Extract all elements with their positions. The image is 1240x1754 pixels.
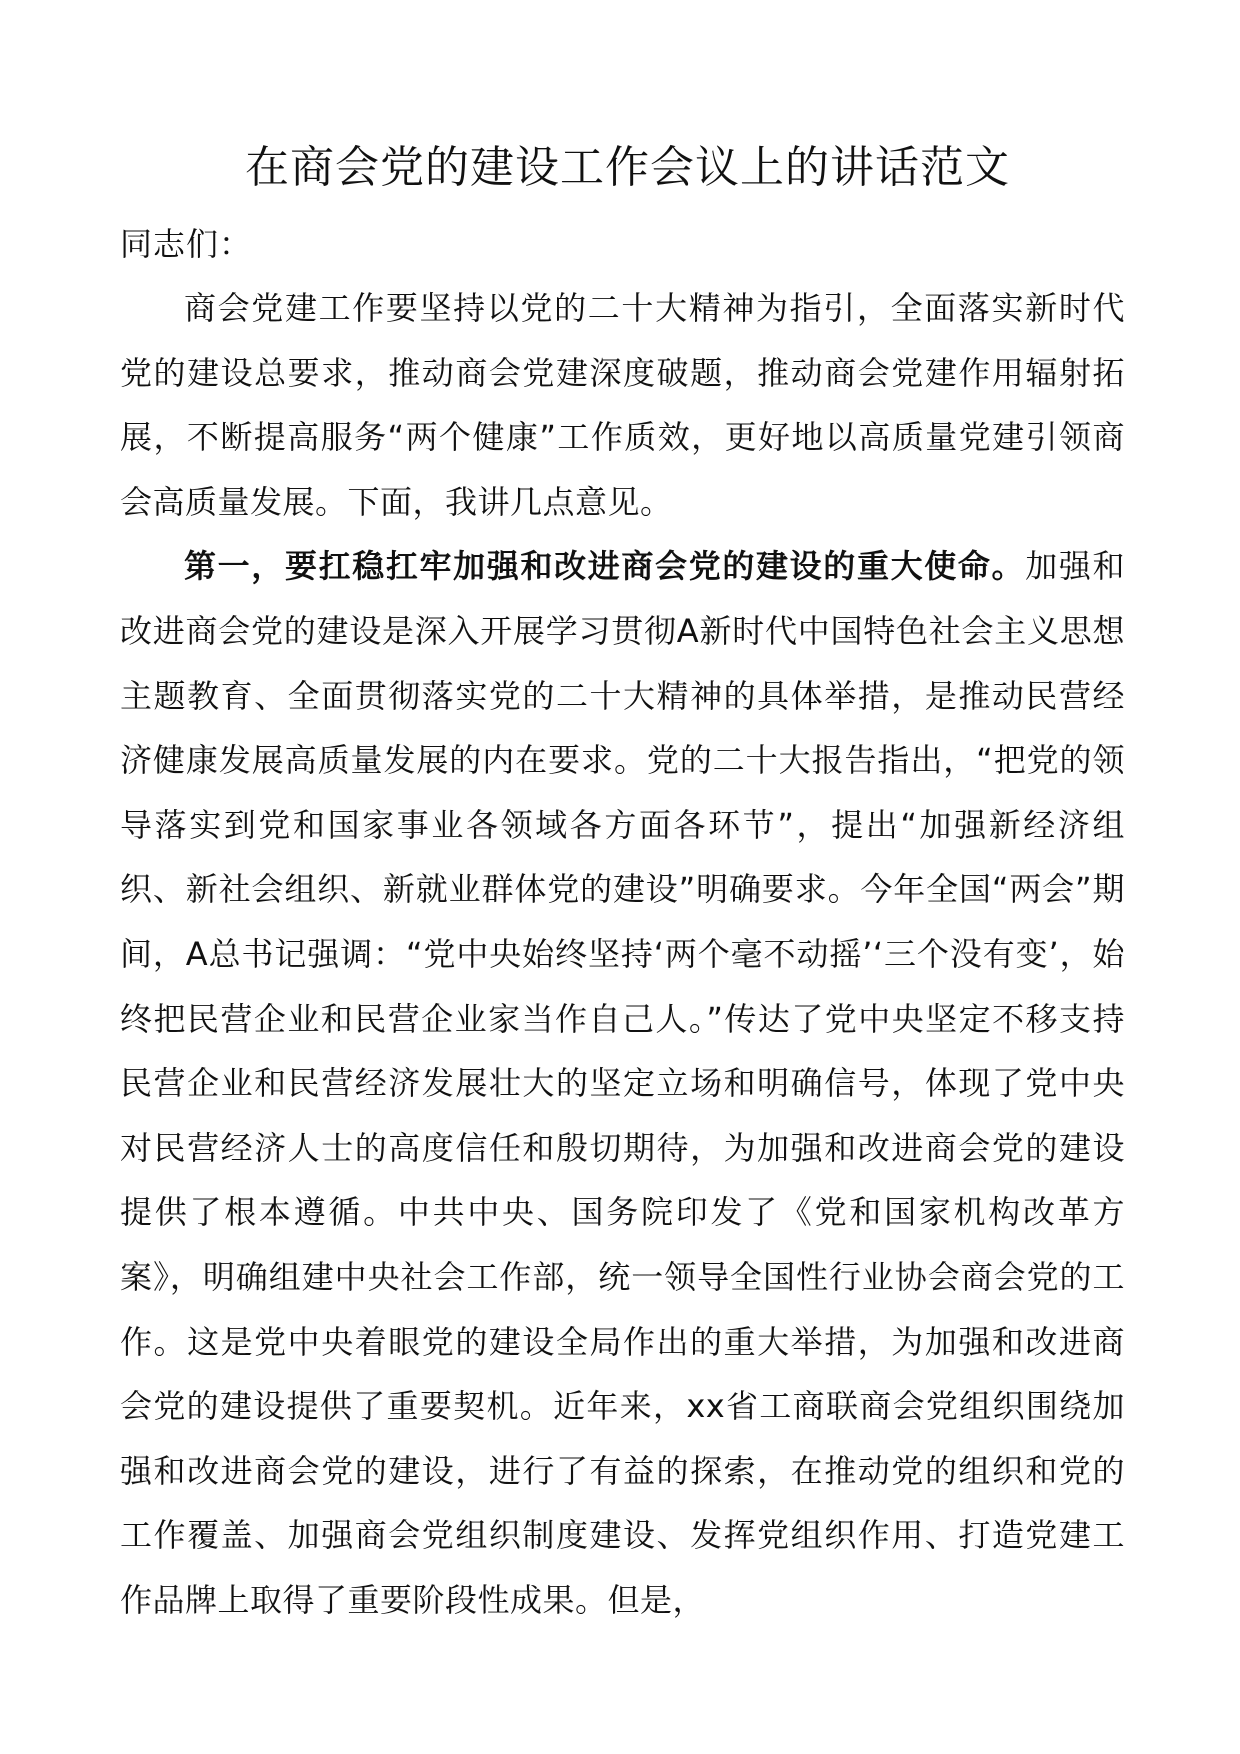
document-title: 在商会党的建设工作会议上的讲话范文 (245, 142, 1010, 193)
document-page (120, 138, 1125, 1632)
section-1-paragraph (120, 534, 1125, 1632)
salutation: 同志们： (120, 225, 253, 263)
intro-paragraph: 商会党建工作要坚持以党的二十大精神为指引，全面落实新时代党的建设总要求，推动商会党建深度破题，推动商会党建作用辐射拓展，不断提高服务“两个健康”工作质效，更好地以高质量党建引领商会高质量发展。下面，我讲几点意见。 (120, 289, 1125, 521)
section-1-heading: 第一，要扛稳扛牢加强和改进商会党的建设的重大使命。 (184, 547, 1026, 586)
section-1-body: 加强和改进商会党的建设是深入开展学习贯彻A新时代中国特色社会主义思想主题教育、全面贯彻落实党的二十大精神的具体举措，是推动民营经济健康发展高质量发展的内在要求。党的二十大报告指出，“把党的领导落实到党和国家事业各领域各方面各环节”，提出“加强新经济组织、新社会组织、新就业群体党的建设”明确要求。今年全国“两会”期间，A总书记强调：“党中央始终坚持‘两个毫不动摇’‘三个没有变’，始终把民营企业和民营企业家当作自己人。”传达了党中央坚定不移支持民营企业和民营经济发展壮大的坚定立场和明确信号，体现了党中央对民营经济人士的高度信任和殷切期待，为加强和改进商会党的建设提供了根本遵循。中共中央、国务院印发了《党和国家机构改革方案》，明确组建中央社会工作部，统一领导全国性行业协会商会党的工作。这是党中央着眼党的建设全局作出的重大举措，为加强和改进商会党的建设提供了重要契机。近年来，xx省工商联商会党组织围绕加强和改进商会党的建设，进行了有益的探索，在推动党的组织和党的工作覆盖、加强商会党组织制度建设、发挥党组织作用、打造党建工作品牌上取得了重要阶段性成果。但是， (120, 547, 1125, 1619)
